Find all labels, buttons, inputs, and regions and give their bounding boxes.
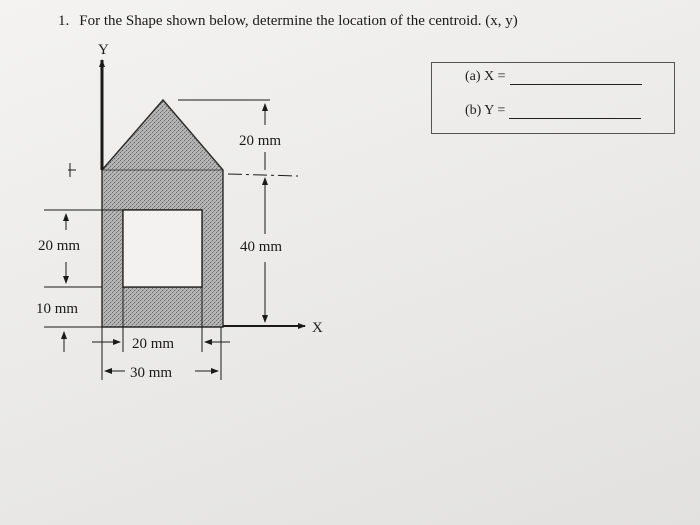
question-body: For the Shape shown below, determine the location of the centroid. (x, y) [79, 13, 518, 29]
question-number: 1. [58, 13, 70, 29]
dim-hole-offset-label: 10 mm [36, 301, 79, 317]
dim-rect-label: 40 mm [240, 239, 283, 255]
dim-hole-height-label: 20 mm [38, 238, 81, 254]
answer-x-label: (a) X = [465, 69, 506, 84]
x-axis-label: X [312, 320, 323, 336]
dim-hole-width-label: 20 mm [132, 336, 175, 352]
dim-triangle-label: 20 mm [239, 133, 282, 149]
hole-outline [123, 210, 202, 287]
dim-total-width-label: 30 mm [130, 365, 173, 381]
y-axis-label: Y [98, 42, 109, 58]
answer-y-label: (b) Y = [465, 103, 506, 118]
